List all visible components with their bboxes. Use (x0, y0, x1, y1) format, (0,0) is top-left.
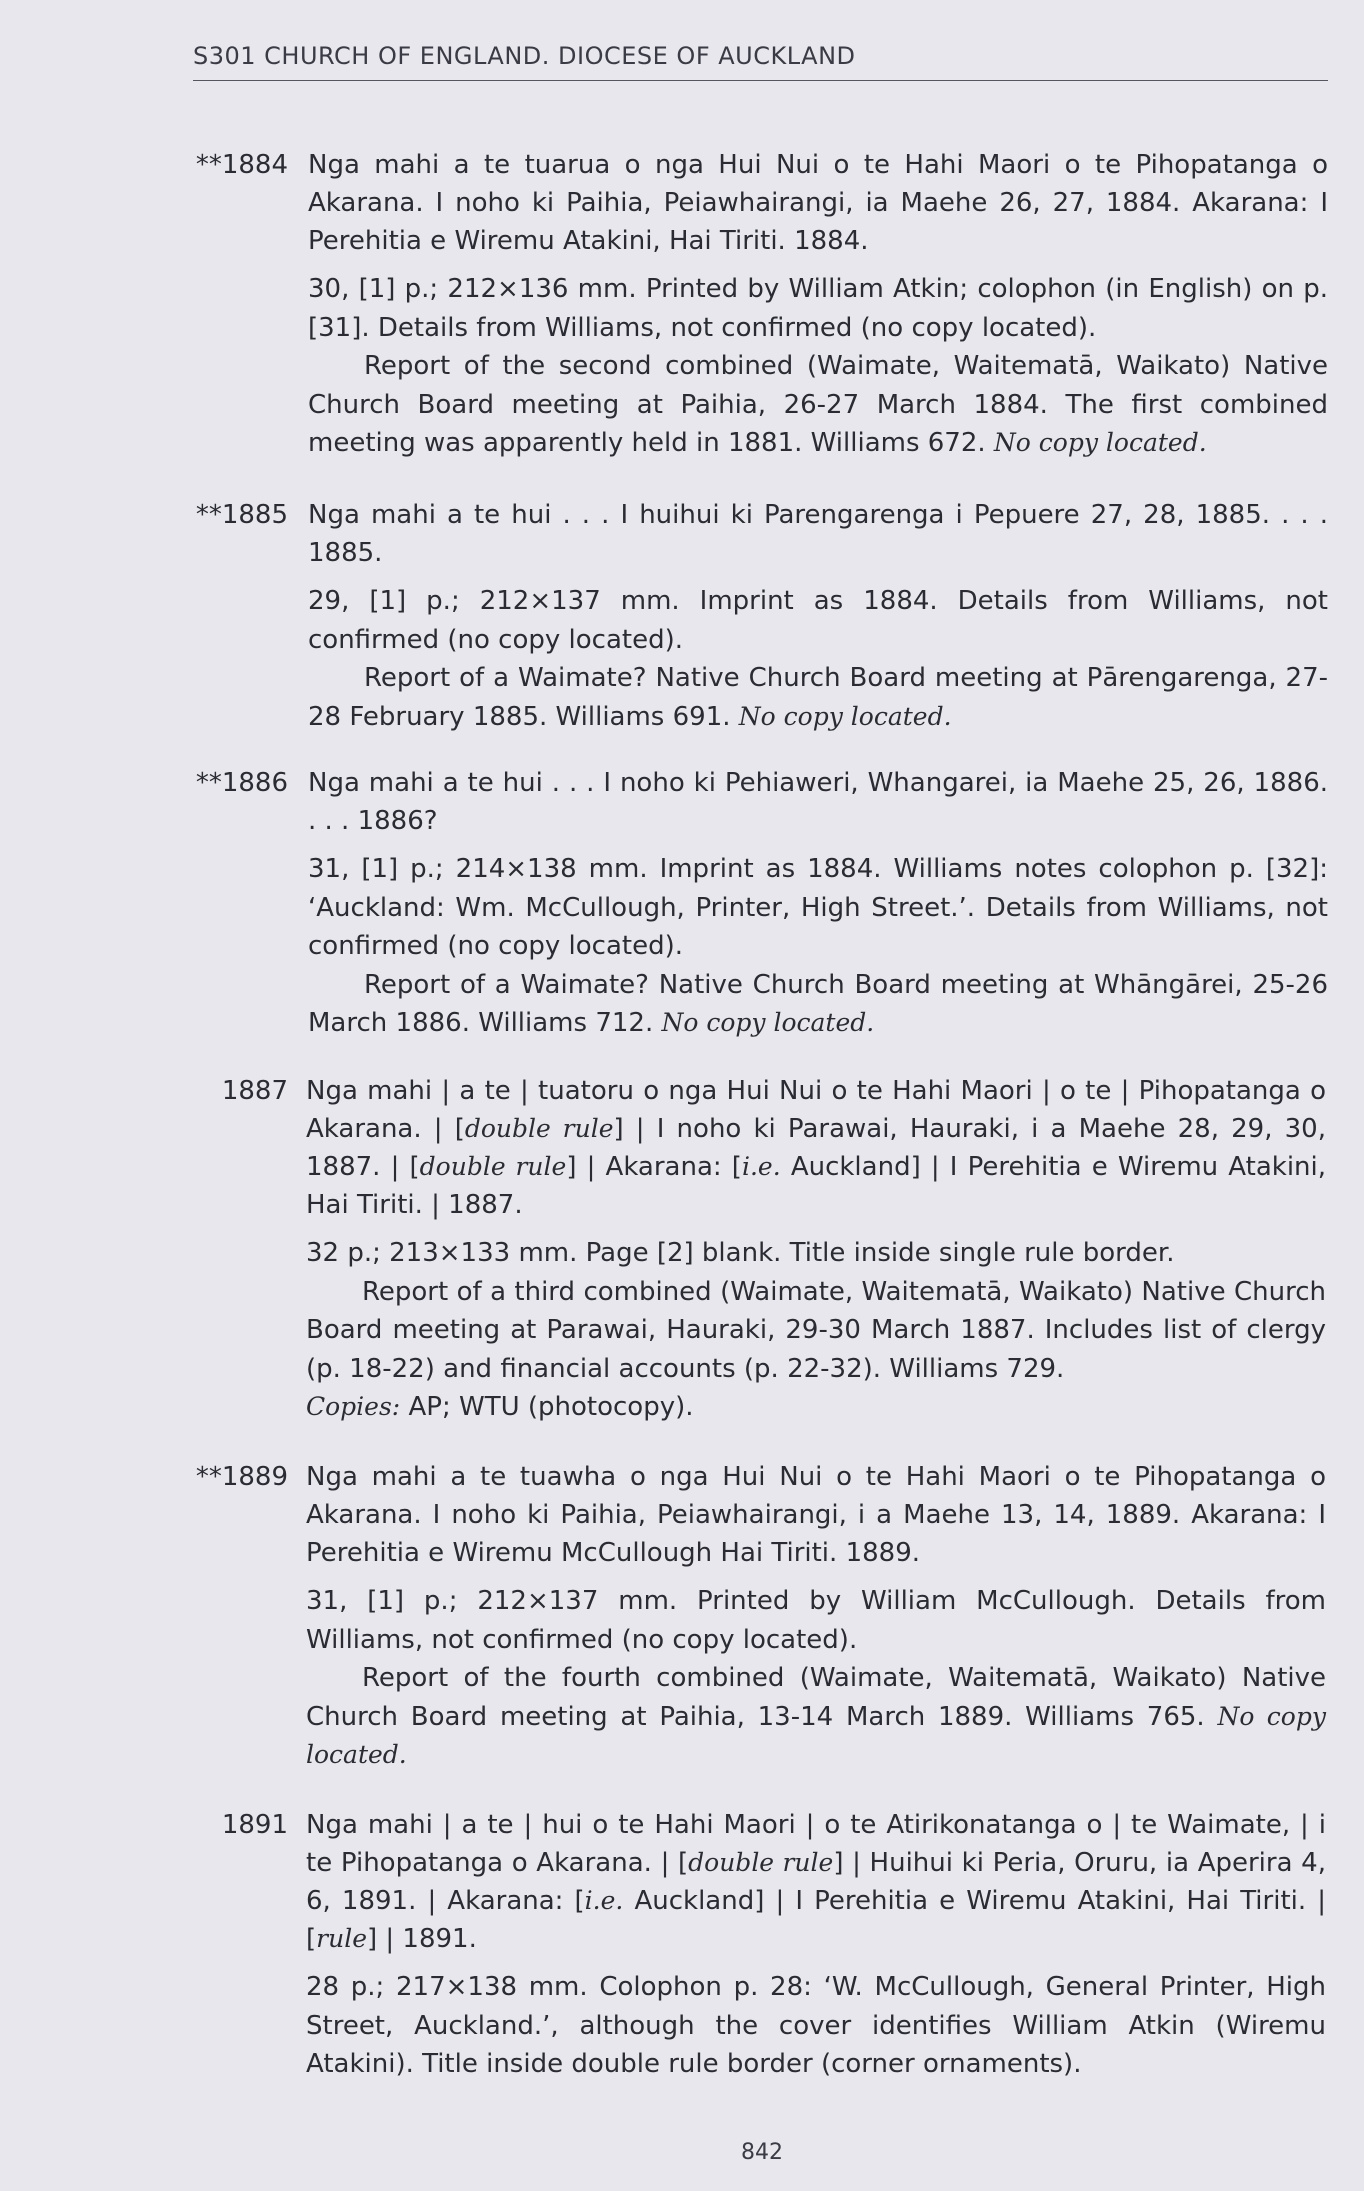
page-number: 842 (741, 2140, 783, 2165)
entry-physical-description: 29, [1] p.; 212×137 mm. Imprint as 1884. Details from Williams, not confirmed (no copy located). (308, 586, 1328, 655)
entry-body (308, 496, 1328, 736)
entry-year: 1891 (221, 1810, 288, 1840)
entry-physical-description: 31, [1] p.; 212×137 mm. Printed by William McCullough. Details from Williams, not confirmed (no copy located). (306, 1586, 1326, 1655)
entry-year: **1889 (195, 1462, 288, 1492)
entry-body (306, 1806, 1326, 2084)
entry-location-note: No copy located. (738, 701, 952, 731)
entry-notes: Report of a third combined (Waimate, Waitematā, Waikato) Native Church Board meeting at Parawai, Hauraki, 29-30 March 1887. Includes list of clergy (p. 18-22) and financial accounts (p. 22-32). Williams 729. (306, 1276, 1326, 1384)
entry-physical-description: 32 p.; 213×133 mm. Page [2] blank. Title inside single rule border. (306, 1238, 1175, 1268)
entry-title: Nga mahi a te tuarua o nga Hui Nui o te Hahi Maori o te Pihopatanga o Akarana. I noho ki Paihia, Peiawhairangi, ia Maehe 26, 27, 1884. Akarana: I Perehitia e Wiremu Atakini, Hai Tiriti. 1884. (308, 150, 1328, 256)
entry-title: Nga mahi a te hui . . . I noho ki Pehiaweri, Whangarei, ia Maehe 25, 26, 1886. . . . 1886? (308, 768, 1328, 836)
entry-physical-description: 31, [1] p.; 214×138 mm. Imprint as 1884. Williams notes colophon p. [32]: ‘Auckland: Wm. McCullough, Printer, High Street.’. Details from Williams, not confirmed (no copy located). (308, 854, 1328, 961)
entry-location-note: No copy located. (306, 1701, 1326, 1769)
entry-copies: Copies: AP; WTU (photocopy). (306, 1392, 694, 1422)
entry-physical-description: 30, [1] p.; 212×136 mm. Printed by William Atkin; colophon (in English) on p. [31]. Details from Williams, not confirmed (no copy located). (308, 274, 1328, 343)
entry-year: **1886 (195, 768, 288, 798)
entry-title: Nga mahi a te hui . . . I huihui ki Parengarenga i Pepuere 27, 28, 1885. . . . 1885. (308, 500, 1328, 568)
entry-title: Nga mahi | a te | hui o te Hahi Maori | o te Atirikonatanga o | te Waimate, | i te Pihopatanga o Akarana. | [double rule] | Huihui ki Peria, Oruru, ia Aperira 4, 6, 1891. | Akarana: [i.e. Auckland] | I Perehitia e Wiremu Atakini, Hai Tiriti. | [rule] | 1891. (306, 1810, 1326, 1954)
entry-notes: Report of a Waimate? Native Church Board meeting at Pārengarenga, 27-28 February 1885. Williams 691. No copy located. (308, 663, 1328, 732)
entry-body (306, 1072, 1326, 1427)
running-header: S301 CHURCH OF ENGLAND. DIOCESE OF AUCKLAND (193, 42, 1328, 81)
entry-body (308, 764, 1328, 1043)
entry-year: **1885 (195, 500, 288, 530)
entry-year: **1884 (195, 150, 288, 180)
entry-title: Nga mahi | a te | tuatoru o nga Hui Nui o te Hahi Maori | o te | Pihopatanga o Akarana. | [double rule] | I noho ki Parawai, Hauraki, i a Maehe 28, 29, 30, 1887. | [double rule] | Akarana: [i.e. Auckland] | I Perehitia e Wiremu Atakini, Hai Tiriti. | 1887. (306, 1076, 1327, 1220)
entry-title: Nga mahi a te tuawha o nga Hui Nui o te Hahi Maori o te Pihopatanga o Akarana. I noho ki Paihia, Peiawhairangi, i a Maehe 13, 14, 1889. Akarana: I Perehitia e Wiremu McCullough Hai Tiriti. 1889. (306, 1462, 1326, 1568)
entry-location-note: No copy located. (993, 428, 1207, 457)
entry-notes: Report of the second combined (Waimate, Waitematā, Waikato) Native Church Board meeting at Paihia, 26-27 March 1884. The first combined meeting was apparently held in 1881. Williams 672. No copy located. (308, 351, 1328, 458)
entry-location-note: No copy located. (661, 1008, 875, 1037)
entry-year: 1887 (221, 1076, 288, 1106)
entry-notes: Report of a Waimate? Native Church Board meeting at Whāngārei, 25-26 March 1886. Williams 712. No copy located. (308, 969, 1328, 1038)
entry-physical-description: 28 p.; 217×138 mm. Colophon p. 28: ‘W. McCullough, General Printer, High Street, Auckland.’, although the cover identifies William Atkin (Wiremu Atakini). Title inside double rule border (corner ornaments). (306, 1972, 1326, 2079)
entry-body (308, 146, 1328, 463)
entry-notes: Report of the fourth combined (Waimate, Waitematā, Waikato) Native Church Board meeting at Paihia, 13-14 March 1889. Williams 765. No copy located. (306, 1663, 1326, 1769)
entry-body (306, 1458, 1326, 1775)
